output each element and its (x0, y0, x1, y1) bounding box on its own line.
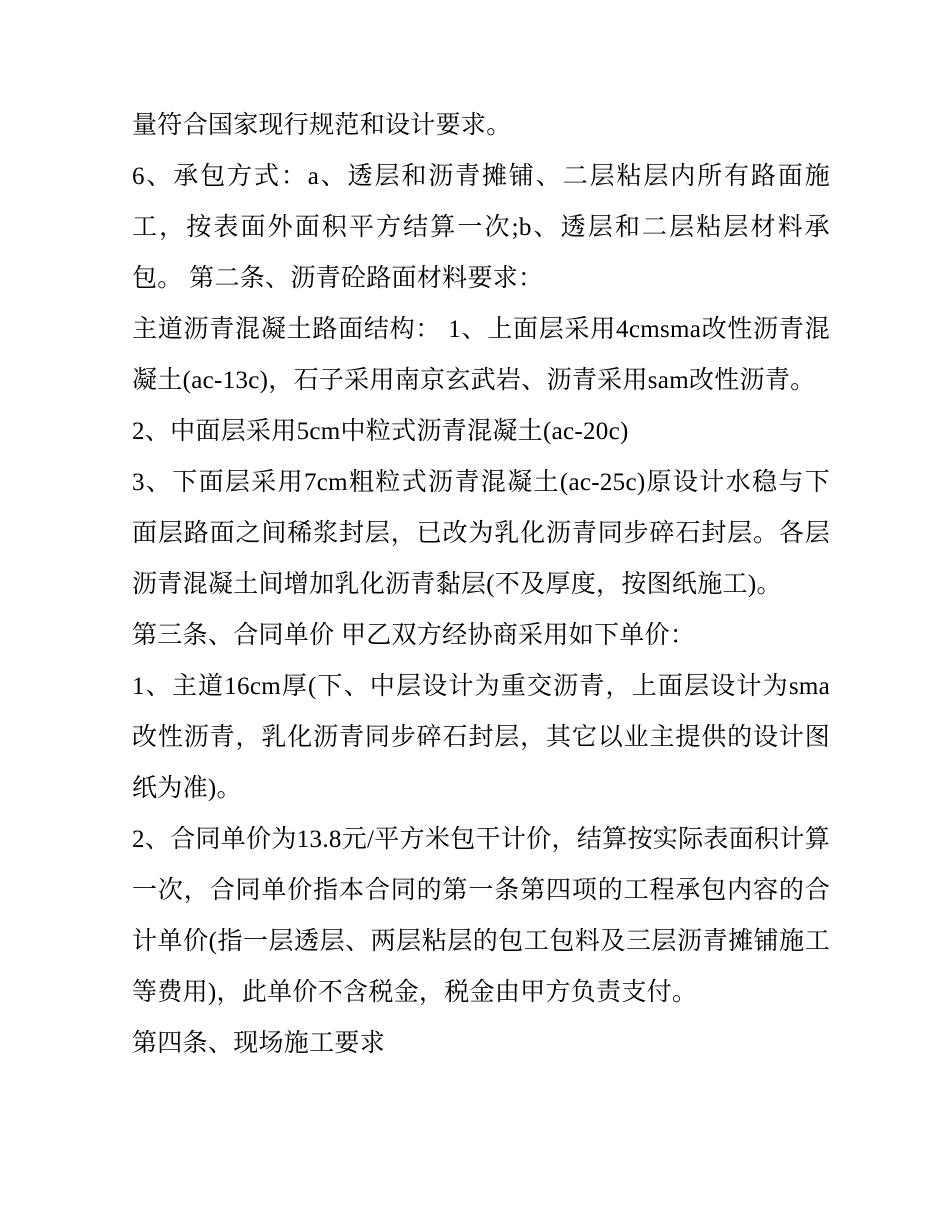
paragraph-8: 2、合同单价为13.8元/平方米包干计价，结算按实际表面积计算一次，合同单价指本合同的第一条第四项的工程承包内容的合计单价(指一层透层、两层粘层的包工包料及三层沥青摊铺施工等费用)，此单价不含税金，税金由甲方负责支付。 (132, 826, 830, 1006)
paragraph-7: 1、主道16cm厚(下、中层设计为重交沥青，上面层设计为sma改性沥青，乳化沥青同步碎石封层，其它以业主提供的设计图纸为准)。 (132, 673, 830, 802)
paragraph-9: 第四条、现场施工要求 (132, 1030, 386, 1057)
paragraph-4: 2、中面层采用5cm中粒式沥青混凝土(ac-20c) (132, 418, 629, 445)
paragraph-6: 第三条、合同单价 甲乙双方经协商采用如下单价： (132, 622, 696, 649)
paragraph-5: 3、下面层采用7cm粗粒式沥青混凝土(ac-25c)原设计水稳与下面层路面之间稀浆封层，已改为乳化沥青同步碎石封层。各层沥青混凝土间增加乳化沥青黏层(不及厚度，按图纸施工)。 (132, 469, 830, 598)
document-body (132, 100, 830, 1069)
paragraph-1: 量符合国家现行规范和设计要求。 (132, 112, 512, 139)
paragraph-2: 6、承包方式：a、透层和沥青摊铺、二层粘层内所有路面施工，按表面外面积平方结算一次;b、透层和二层粘层材料承包。 第二条、沥青砼路面材料要求： (132, 163, 830, 292)
paragraph-3: 主道沥青混凝土路面结构： 1、上面层采用4cmsma改性沥青混凝土(ac-13c)，石子采用南京玄武岩、沥青采用sam改性沥青。 (132, 316, 830, 394)
